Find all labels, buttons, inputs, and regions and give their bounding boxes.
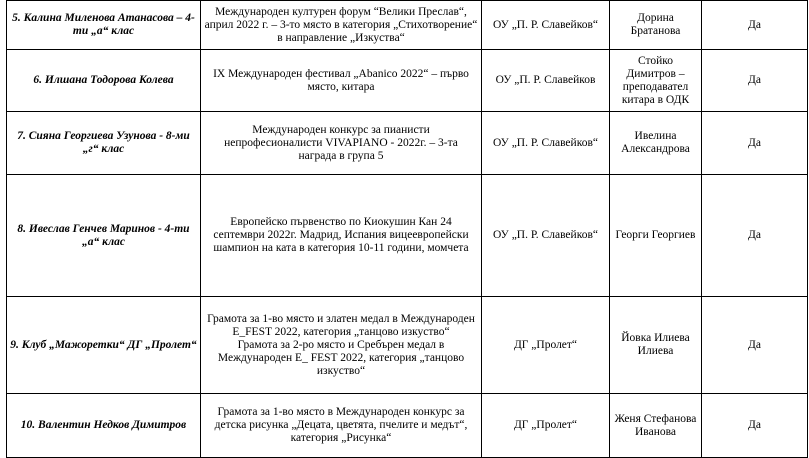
confirmation-cell: Да xyxy=(702,1,808,50)
participant-name: 9. Клуб „Мажоретки“ ДГ „Пролет“ xyxy=(7,297,201,394)
achievement-line: Грамота за 1-во място и златен медал в Международен E_FEST 2022, категория „танцово изкуство“ xyxy=(207,312,475,338)
teacher-name: Ивелина Александрова xyxy=(610,112,702,175)
achievement-description xyxy=(201,50,482,112)
table-row xyxy=(7,1,808,50)
teacher-name: Женя Стефанова Иванова xyxy=(610,394,702,458)
achievement-description xyxy=(201,297,482,394)
table-row xyxy=(7,50,808,112)
achievement-description xyxy=(201,394,482,458)
confirmation-cell: Да xyxy=(702,394,808,458)
confirmation-cell: Да xyxy=(702,112,808,175)
table-row xyxy=(7,297,808,394)
confirmation-cell: Да xyxy=(702,175,808,297)
achievement-line: Европейско първенство по Киокушин Кан 24 септември 2022г. Мадрид, Испания вицеевропейски шампион на ката в категория 10-11 години, момчета xyxy=(213,216,469,254)
school-name: ОУ „П. Р. Славейков“ xyxy=(482,1,610,50)
teacher-name: Йовка Илиева Илиева xyxy=(610,297,702,394)
achievement-line: Международен конкурс за пианисти непрофесионалисти VIVAPIANO - 2022г. – 3-та награда в група 5 xyxy=(224,123,458,162)
participant-name: 8. Ивеслав Генчев Маринов - 4-ти „а“ клас xyxy=(7,175,201,297)
teacher-name: Георги Георгиев xyxy=(610,175,702,297)
teacher-name: Стойко Димитров – преподавател китара в ОДК xyxy=(610,50,702,112)
participant-name: 6. Илшана Тодорова Колева xyxy=(7,50,201,112)
achievement-line: Грамота за 2-ро място и Сребърен медал в Международен E_ FEST 2022, категория „танцово изкуство“ xyxy=(217,338,465,377)
school-name: ОУ „П. Р. Славейков“ xyxy=(482,175,610,297)
achievement-description xyxy=(201,112,482,175)
achievement-line: Грамота за 1-во място в Международен конкурс за детска рисунка „Децата, цветята, пчелите и медът“, категория „Рисунка“ xyxy=(214,406,468,444)
school-name: ОУ „П. Р. Славейков“ xyxy=(482,112,610,175)
participant-name: 10. Валентин Недков Димитров xyxy=(7,394,201,458)
table-row xyxy=(7,175,808,297)
participant-name: 7. Сияна Георгиева Узунова - 8-ми „г“ клас xyxy=(7,112,201,175)
table-row xyxy=(7,394,808,458)
awards-table xyxy=(6,0,808,458)
school-name: ДГ „Пролет“ xyxy=(482,394,610,458)
confirmation-cell: Да xyxy=(702,50,808,112)
achievement-line: IX Международен фестивал „Abanico 2022“ – първо място, китара xyxy=(213,67,469,93)
table-row xyxy=(7,112,808,175)
teacher-name: Дорина Братанова xyxy=(610,1,702,50)
achievement-line: Международен културен форум “Велики Преслав“, април 2022 г. – 3-то място в категория „Стихотворение“ в направление „Изкуства“ xyxy=(204,5,478,44)
participant-name: 5. Калина Миленова Атанасова – 4-ти „а“ клас xyxy=(7,1,201,50)
achievement-description xyxy=(201,1,482,50)
achievement-description xyxy=(201,175,482,297)
confirmation-cell: Да xyxy=(702,297,808,394)
school-name: ДГ „Пролет“ xyxy=(482,297,610,394)
school-name: ОУ „П. Р. Славейков xyxy=(482,50,610,112)
